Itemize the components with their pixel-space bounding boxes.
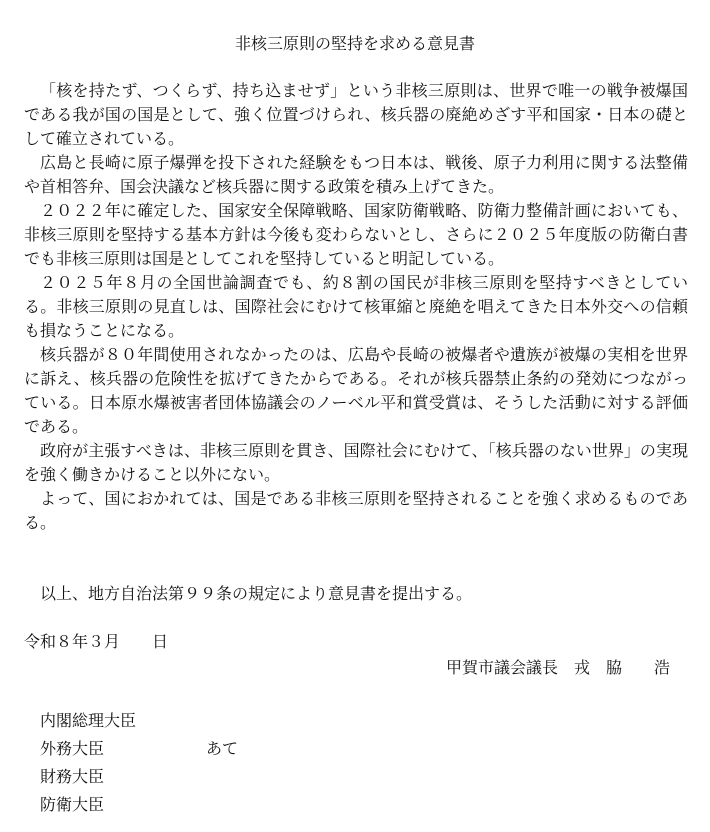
body-paragraph-5: 核兵器が８０年間使用されなかったのは、広島や長崎の被爆者や遺族が被爆の実相を世界に訴え、核兵器の危険性を拡げてきたからである。それが核兵器禁止条約の発効につながっている。日本原水爆被害者団体協議会のノーベル平和賞受賞は、そうした活動に対する評価である。 (24, 345, 688, 436)
body-paragraph-1: 「核を持たず、つくらず、持ち込ませず」という非核三原則は、世界で唯一の戦争被爆国である我が国の国是として、強く位置づけられ、核兵器の廃絶めざす平和国家・日本の礎として確立されている。 (24, 81, 688, 148)
document-title: 非核三原則の堅持を求める意見書 (234, 34, 475, 53)
body-paragraph-4: ２０２５年８月の全国世論調査でも、約８割の国民が非核三原則を堅持すべきとしている。非核三原則の見直しは、国際社会にむけて核軍縮と廃絶を唱えてきた日本外交への信頼も損なうことになる。 (24, 273, 688, 340)
recipient-foreign-minister: 外務大臣 (40, 739, 105, 758)
body-paragraph-7: よって、国におかれては、国是である非核三原則を堅持されることを強く求めるものである。 (24, 489, 688, 532)
recipient-prime-minister: 内閣総理大臣 (40, 711, 137, 730)
document-body (24, 79, 688, 535)
closing-statement: 以上、地方自治法第９９条の規定により意見書を提出する。 (40, 584, 473, 603)
body-paragraph-3: ２０２２年に確定した、国家安全保障戦略、国家防衛戦略、防衛力整備計画においても、非核三原則を堅持する基本方針は今後も変わらないとし、さらに２０２５年度版の防衛白書でも非核三原則は国是としてこれを堅持していると明記している。 (24, 201, 688, 268)
recipient-list (40, 707, 136, 819)
addressee-suffix: あて (206, 739, 239, 758)
recipient-defense-minister: 防衛大臣 (40, 795, 105, 814)
body-paragraph-6: 政府が主張すべきは、非核三原則を貫き、国際社会にむけて、「核兵器のない世界」の実現を強く働きかけること以外にない。 (24, 441, 688, 484)
document-date: 令和８年３月 日 (24, 632, 169, 651)
body-paragraph-2: 広島と長崎に原子爆弾を投下された経験をもつ日本は、戦後、原子力利用に関する法整備や首相答弁、国会決議など核兵器に関する政策を積み上げてきた。 (24, 153, 688, 196)
signatory: 甲賀市議会議長 戎 脇 浩 (445, 658, 670, 677)
recipient-finance-minister: 財務大臣 (40, 767, 105, 786)
